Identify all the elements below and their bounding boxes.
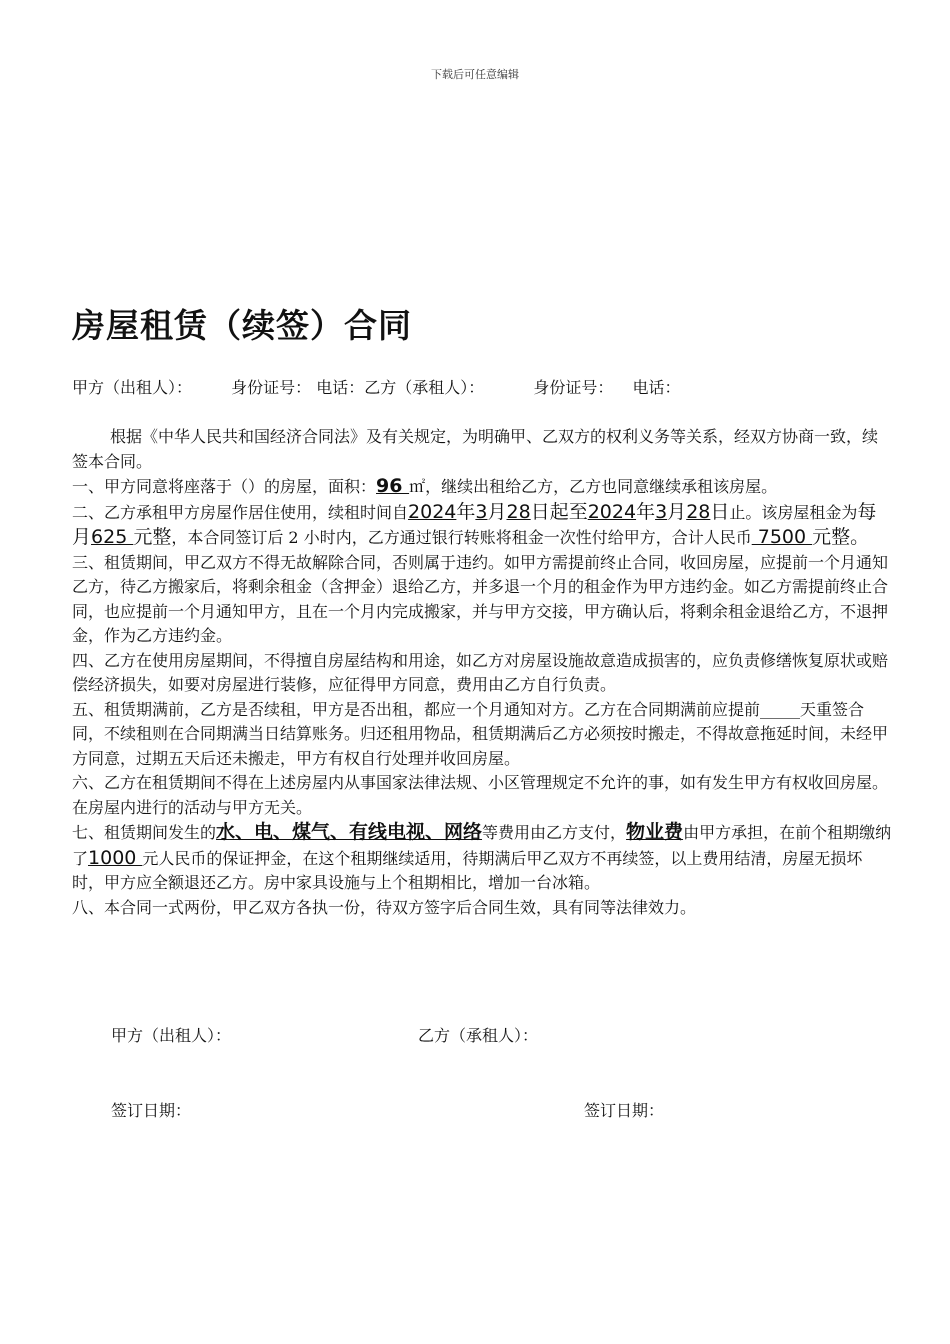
property-fee: 物业费 xyxy=(626,821,684,843)
clause-7-text-2: 等费用由乙方支付， xyxy=(482,823,627,842)
year-unit: 年 xyxy=(636,500,656,523)
party-a-id-label: 身份证号： xyxy=(231,378,312,397)
clause-6: 六、乙方在租赁期间不得在上述房屋内从事国家法律法规、小区管理规定不允许的事，如有发生甲方有权收回房屋。在房屋内进行的活动与甲方无关。 xyxy=(72,773,889,817)
party-a-label: 甲方（出租人）： xyxy=(72,378,193,397)
clause-1 xyxy=(72,474,892,500)
clause-5 xyxy=(72,698,892,772)
party-info-line xyxy=(72,375,882,398)
total-suffix: 元整。 xyxy=(812,526,870,548)
clause-4: 四、乙方在使用房屋期间，不得擅自房屋结构和用途，如乙方对房屋设施故意造成损害的，应负责修缮恢复原状或赔偿经济损失，如要对房屋进行装修，应征得甲方同意，费用由乙方自行负责。 xyxy=(72,650,889,694)
monthly-rent-value: 625 xyxy=(91,526,134,548)
clause-8: 八、本合同一式两份，甲乙双方各执一份，待双方签字后合同生效，具有同等法律效力。 xyxy=(72,897,697,917)
clause-2-rent-text: 该房屋租金为 xyxy=(761,502,858,522)
area-value: 96 xyxy=(376,475,410,497)
contract-body xyxy=(72,425,892,920)
clause-2-text: 二、乙方承租甲方房屋作居住使用，续租时间自 xyxy=(72,502,409,522)
start-month: 3 xyxy=(475,500,488,523)
month-unit: 月 xyxy=(667,500,687,523)
party-b-phone-label: 电话： xyxy=(632,378,681,397)
signature-party-a: 甲方（出租人）： xyxy=(111,1026,232,1045)
party-a-phone-label: 电话： xyxy=(316,378,365,397)
clause-2 xyxy=(72,500,892,551)
monthly-prefix: 每月 xyxy=(72,500,877,548)
monthly-suffix: 元整 xyxy=(133,526,172,548)
end-year: 2024 xyxy=(587,500,637,523)
day-unit: 日 xyxy=(710,500,730,523)
start-year: 2024 xyxy=(408,500,457,523)
clause-7-text-3: 由甲方承担，在前个租期缴纳了 xyxy=(72,823,892,868)
clause-7-text-4: 元人民币的保证押金，在这个租期继续适用，待期满后甲乙双方不再续签，以上费用结清，房屋无损坏时，甲方应全额退还乙方。房中家具设施与上个租期相比，增加一台冰箱。 xyxy=(72,848,863,892)
clause-2-payment-text: ，本合同签订后 2 小时内，乙方通过银行转账将租金一次性付给甲方，合计人民币 xyxy=(171,528,752,547)
signature-party-b: 乙方（承租人）： xyxy=(418,1026,539,1045)
clause-2-stop: 止。 xyxy=(729,502,762,522)
signing-date-b: 签订日期： xyxy=(584,1101,665,1120)
clause-5-text-end: 天重签合同，不续租则在合同期满当日结算账务。归还租用物品，租赁期满后乙方必须按时搬走，不得故意拖延时间，未经甲方同意，过期五天后还未搬走，甲方有权自行处理并收回房屋。 xyxy=(72,699,889,768)
header-note: 下载后可任意编辑 xyxy=(431,68,519,81)
year-unit: 年 xyxy=(456,500,476,523)
clause-7-text: 七、租赁期间发生的 xyxy=(72,823,217,842)
end-month: 3 xyxy=(655,500,668,523)
contract-title: 房屋租赁（续签）合同 xyxy=(72,306,412,345)
clause-5-text: 五、租赁期满前，乙方是否续租，甲方是否出租，都应一个月通知对方。乙方在合同期满前应提前 xyxy=(72,699,761,719)
end-day: 28 xyxy=(686,500,711,523)
clause-3: 三、租赁期间，甲乙双方不得无故解除合同，否则属于违约。如甲方需提前终止合同，收回房屋，应提前一个月通知乙方，待乙方搬家后，将剩余租金（含押金）退给乙方，并多退一个月的租金作为甲方违约金。如乙方需提前终止合同，也应提前一个月通知甲方，且在一个月内完成搬家，并与甲方交接，甲方确认后，将剩余租金退给乙方，不退押金，作为乙方违约金。 xyxy=(72,552,889,645)
total-rent-value: 7500 xyxy=(751,526,813,548)
clause-1-text: 一、甲方同意将座落于（）的房屋，面积： xyxy=(72,477,377,496)
month-unit: 月 xyxy=(487,500,507,523)
deposit-value: 1000 xyxy=(88,846,143,869)
party-b-label: 乙方（承租人）： xyxy=(364,378,485,397)
notice-days-blank: _____ xyxy=(760,699,801,719)
signing-date-a: 签订日期： xyxy=(111,1101,192,1120)
utilities-list: 水、电、煤气、有线电视、网络 xyxy=(216,821,483,843)
clause-1-text-end: ㎡，继续出租给乙方，乙方也同意继续承租该房屋。 xyxy=(409,477,778,496)
clause-7 xyxy=(72,820,892,896)
intro-paragraph: 根据《中华人民共和国经济合同法》及有关规定，为明确甲、乙双方的权利义务等关系，经双方协商一致，续签本合同。 xyxy=(72,427,879,471)
party-b-id-label: 身份证号： xyxy=(533,378,614,397)
start-day: 28 xyxy=(506,500,531,523)
day-unit: 日起至 xyxy=(530,500,588,523)
